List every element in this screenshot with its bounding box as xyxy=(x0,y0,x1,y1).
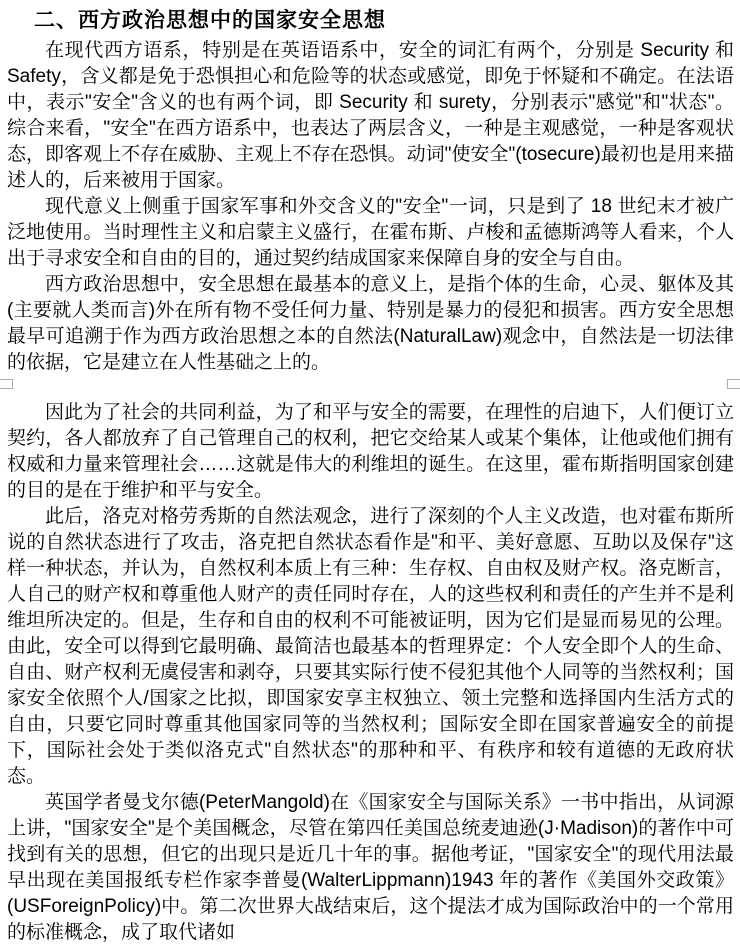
document-title: 二、西方政治思想中的国家安全思想 xyxy=(34,9,386,32)
paragraph: 现代意义上侧重于国家军事和外交含义的"安全"一词，只是到了 18 世纪末才被广泛地使用。当时理性主义和启蒙主义盛行，在霍布斯、卢梭和孟德斯鸿等人看来，个人出于寻求安全和自由的目的，通过契约结成国家来保障自身的安全与自由。 xyxy=(7,196,734,269)
paragraph: 因此为了社会的共同利益，为了和平与安全的需要，在理性的启迪下，人们便订立契约，各人都放弃了自己管理自己的权利，把它交给某人或某个集体，让他或他们拥有权威和力量来管理社会……这就是伟大的利维坦的诞生。在这里，霍布斯指明国家创建的目的是在于维护和平与安全。 xyxy=(7,402,734,501)
page-1-content xyxy=(7,38,734,376)
paragraph: 此后，洛克对格劳秀斯的自然法观念，进行了深刻的个人主义改造，也对霍布斯所说的自然状态进行了攻击，洛克把自然状态看作是"和平、美好意愿、互助以及保存"这样一种状态，并认为，自然权利本质上有三种：生存权、自由权及财产权。洛克断言，人自己的财产权和尊重他人财产的责任同时存在，人的这些权利和责任的产生并不是利维坦所决定的。但是，生存和自由的权利不可能被证明，因为它们是显而易见的公理。由此，安全可以得到它最明确、最简洁也最基本的哲理界定：个人安全即个人的生命、自由、财产权利无虞侵害和剥夺，只要其实际行使不侵犯其他个人同等的当然权利；国家安全依照个人/国家之比拟，即国家安享主权独立、领土完整和选择国内生活方式的自由，只要它同时尊重其他国家同等的当然权利；国际安全即在国家普遍安全的前提下，国际社会处于类似洛克式"自然状态"的那种和平、有秩序和较有道德的无政府状态。 xyxy=(7,506,734,787)
page-2-content xyxy=(7,400,734,946)
page-break-corner-left-icon xyxy=(0,379,13,389)
page-break-corner-right-icon xyxy=(727,379,740,389)
paragraph: 在现代西方语系，特别是在英语语系中，安全的词汇有两个，分别是 Security 和 Safety，含义都是免于恐惧担心和危险等的状态或感觉，即免于怀疑和不确定。在法语中，表示"安全"含义的也有两个词，即 Security 和 surety，分别表示"感觉"和"状态"。综合来看，"安全"在西方语系中，也表达了两层含义，一种是主观感觉，一种是客观状态，即客观上不存在威胁、主观上不存在恐惧。动词"使安全"(tosecure)最初也是用来描述人的，后来被用于国家。 xyxy=(7,40,734,191)
page-break-divider[interactable] xyxy=(0,376,740,400)
paragraph: 西方政治思想中，安全思想在最基本的意义上，是指个体的生命，心灵、躯体及其(主要就人类而言)外在所有物不受任何力量、特别是暴力的侵犯和损害。西方安全思想最早可追溯于作为西方政治思想之本的自然法(NaturalLaw)观念中，自然法是一切法律的依据，它是建立在人性基础之上的。 xyxy=(7,274,734,373)
paragraph: 英国学者曼戈尔德(PeterMangold)在《国家安全与国际关系》一书中指出，从词源上讲，"国家安全"是个美国概念，尽管在第四任美国总统麦迪逊(J·Madison)的著作中可找到有关的思想，但它的出现只是近几十年的事。据他考证，"国家安全"的现代用法最早出现在美国报纸专栏作家李普曼(WalterLippmann)1943 年的著作《美国外交政策》(USForeignPolicy)中。第二次世界大战结束后，这个提法才成为国际政治中的一个常用的标准概念，成了取代诸如 xyxy=(7,792,734,943)
